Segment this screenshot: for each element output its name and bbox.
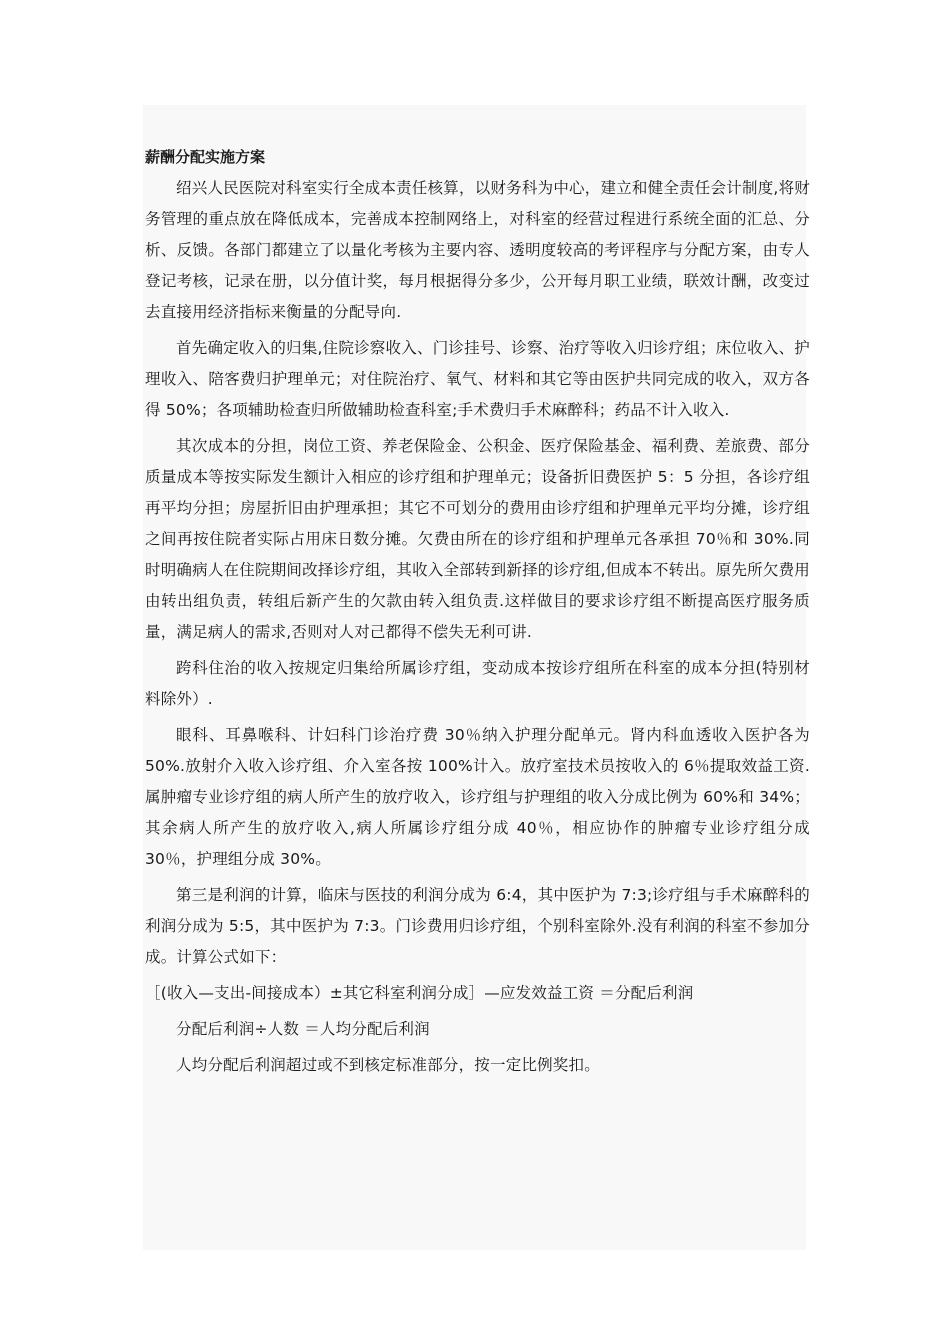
document-body bbox=[145, 146, 810, 1086]
formula-per-capita: 分配后利润÷人数 ＝人均分配后利润 bbox=[176, 1020, 430, 1038]
paragraph-profit: 第三是利润的计算，临床与医技的利润分成为 6:4，其中医护为 7:3;诊疗组与手术麻醉科的利润分成为 5:5，其中医护为 7:3。门诊费用归诊疗组，个别科室除外.没有利润的科室不参加分成。计算公式如下： bbox=[145, 886, 810, 966]
paragraph-closing: 人均分配后利润超过或不到核定标准部分，按一定比例奖扣。 bbox=[176, 1056, 600, 1074]
paragraph-cost: 其次成本的分担，岗位工资、养老保险金、公积金、医疗保险基金、福利费、差旅费、部分质量成本等按实际发生额计入相应的诊疗组和护理单元；设备折旧费医护 5：5 分担，各诊疗组再平均分担；房屋折旧由护理承担；其它不可划分的费用由诊疗组和护理单元平均分摊，诊疗组之间再按住院者实际占用床日数分摊。欠费由所在的诊疗组和护理单元各承担 70％和 30%.同时明确病人在住院期间改择诊疗组，其收入全部转到新择的诊疗组,但成本不转出。原先所欠费用由转出组负责，转组后新产生的欠款由转入组负责.这样做目的要求诊疗组不断提高医疗服务质量，满足病人的需求,否则对人对己都得不偿失无利可讲. bbox=[145, 437, 810, 641]
paragraph-cross-department: 跨科住治的收入按规定归集给所属诊疗组，变动成本按诊疗组所在科室的成本分担(特别材料除外）. bbox=[145, 659, 810, 708]
paragraph-intro: 绍兴人民医院对科室实行全成本责任核算，以财务科为中心，建立和健全责任会计制度,将财务管理的重点放在降低成本，完善成本控制网络上，对科室的经营过程进行系统全面的汇总、分析、反馈。各部门都建立了以量化考核为主要内容、透明度较高的考评程序与分配方案，由专人登记考核，记录在册，以分值计奖，每月根据得分多少，公开每月职工业绩，联效计酬，改变过去直接用经济指标来衡量的分配导向. bbox=[145, 179, 810, 321]
paragraph-special-departments: 眼科、耳鼻喉科、计妇科门诊治疗费 30％纳入护理分配单元。肾内科血透收入医护各为 50%.放射介入收入诊疗组、介入室各按 100%计入。放疗室技术员按收入的 6％提取效益工资.属肿瘤专业诊疗组的病人所产生的放疗收入，诊疗组与护理组的收入分成比例为 60%和 34%；其余病人所产生的放疗收入,病人所属诊疗组分成 40％，相应协作的肿瘤专业诊疗组分成 30％，护理组分成 30%。 bbox=[145, 726, 810, 868]
formula-profit: ［(收入—支出-间接成本）±其它科室利润分成］—应发效益工资 ＝分配后利润 bbox=[145, 984, 694, 1002]
document-title: 薪酬分配实施方案 bbox=[145, 148, 266, 166]
paragraph-income: 首先确定收入的归集,住院诊察收入、门诊挂号、诊察、治疗等收入归诊疗组；床位收入、护理收入、陪客费归护理单元；对住院治疗、氧气、材料和其它等由医护共同完成的收入，双方各得 50%；各项辅助检查归所做辅助检查科室;手术费归手术麻醉科；药品不计入收入. bbox=[145, 339, 810, 419]
